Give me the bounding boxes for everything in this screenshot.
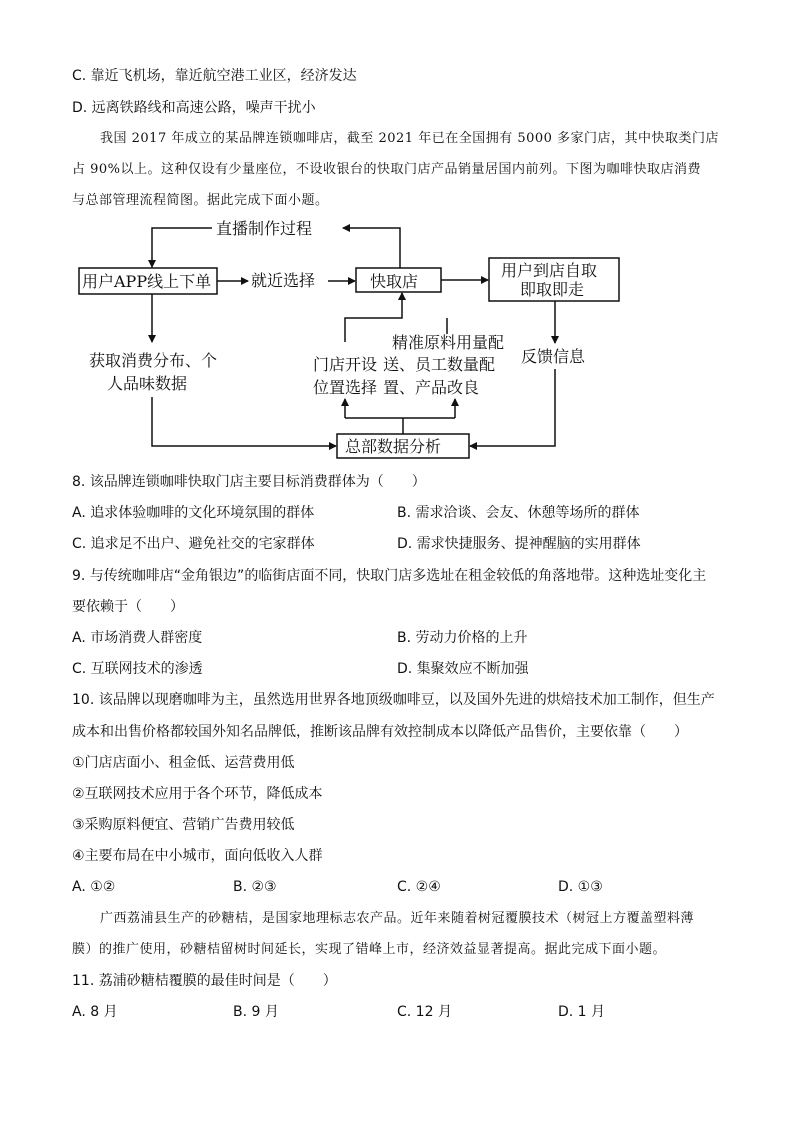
q9-option-b[interactable]: B. 劳动力价格的上升 (397, 630, 528, 646)
q9-stem: 要依赖于（ ） (72, 599, 184, 615)
passage-line: 广西荔浦县生产的砂糖桔，是国家地理标志农产品。近年来随着树冠覆膜技术（树冠上方覆盖塑料薄 (100, 911, 695, 926)
q11-option-a[interactable]: A. 8 月 (72, 1004, 118, 1020)
q8-option-a[interactable]: A. 追求体验咖啡的文化环境氛围的群体 (72, 505, 315, 521)
q10-statement: ②互联网技术应用于各个环节，降低成本 (72, 786, 323, 802)
flow-diagram (0, 210, 794, 465)
q10-option-a[interactable]: A. ①② (72, 879, 116, 895)
passage-line: 与总部管理流程简图。据此完成下面小题。 (72, 193, 329, 208)
feedback-label: 反馈信息 (521, 347, 586, 366)
option-c: C. 靠近飞机场，靠近航空港工业区，经济发达 (72, 68, 357, 84)
consume-data-label: 获取消费分布、个 (89, 351, 218, 370)
option-d: D. 远离铁路线和高速公路，噪声干扰小 (72, 100, 316, 116)
live-label: 直播制作过程 (216, 219, 313, 238)
q10-statement: ④主要布局在中小城市，面向低收入人群 (72, 848, 323, 864)
q11-option-c[interactable]: C. 12 月 (397, 1004, 452, 1020)
pickup-label: 即取即走 (520, 280, 585, 299)
q11-stem: 11. 荔浦砂糖桔覆膜的最佳时间是（ ） (72, 973, 337, 989)
pickup-label: 用户到店自取 (501, 261, 598, 280)
site-label: 门店开设 (313, 355, 378, 374)
passage-line: 占 90%以上。这种仅设有少量座位，不设收银台的快取门店产品销量居国内前列。下图为咖啡快取店消费 (72, 162, 702, 177)
q10-statement: ③采购原料便宜、营销广告费用较低 (72, 817, 295, 833)
precise-label: 精准原料用量配 (392, 333, 505, 352)
hq-label: 总部数据分析 (345, 437, 442, 456)
q11-option-b[interactable]: B. 9 月 (233, 1004, 279, 1020)
precise-label: 置、产品改良 (383, 378, 480, 397)
q9-stem: 9. 与传统咖啡店“金角银边”的临街店面不同，快取门店多选址在租金较低的角落地带。这种选址变化主 (72, 568, 707, 584)
q8-option-b[interactable]: B. 需求洽谈、会友、休憩等场所的群体 (397, 505, 640, 521)
passage-line: 膜）的推广使用，砂糖桔留树时间延长，实现了错峰上市，经济效益显著提高。据此完成下面小题。 (72, 942, 667, 957)
user-order-label: 用户APP线上下单 (82, 272, 212, 291)
consume-data-label: 人品味数据 (107, 374, 188, 393)
q8-option-c[interactable]: C. 追求足不出户、避免社交的宅家群体 (72, 536, 315, 552)
q10-option-b[interactable]: B. ②③ (233, 879, 277, 895)
q10-option-d[interactable]: D. ①③ (558, 879, 603, 895)
q11-option-d[interactable]: D. 1 月 (558, 1004, 606, 1020)
site-label: 位置选择 (313, 378, 378, 397)
passage-line: 我国 2017 年成立的某品牌连锁咖啡店，截至 2021 年已在全国拥有 5000 多家门店，其中快取类门店 (100, 131, 720, 146)
nearby-label: 就近选择 (251, 271, 316, 290)
q9-option-c[interactable]: C. 互联网技术的渗透 (72, 661, 203, 677)
q10-option-c[interactable]: C. ②④ (397, 879, 441, 895)
q8-stem: 8. 该品牌连锁咖啡快取门店主要目标消费群体为（ ） (72, 474, 426, 490)
q10-stem: 成本和出售价格都较国外知名品牌低，推断该品牌有效控制成本以降低产品售价，主要依靠（ ） (72, 724, 688, 740)
q10-stem: 10. 该品牌以现磨咖啡为主，虽然选用世界各地顶级咖啡豆，以及国外先进的烘焙技术加工制作，但生产 (72, 692, 715, 708)
q8-option-d[interactable]: D. 需求快捷服务、提神醒脑的实用群体 (397, 536, 641, 552)
q10-statement: ①门店店面小、租金低、运营费用低 (72, 755, 295, 771)
q9-option-a[interactable]: A. 市场消费人群密度 (72, 630, 203, 646)
precise-label: 送、员工数量配 (383, 355, 496, 374)
store-label: 快取店 (370, 272, 419, 291)
q9-option-d[interactable]: D. 集聚效应不断加强 (397, 661, 529, 677)
